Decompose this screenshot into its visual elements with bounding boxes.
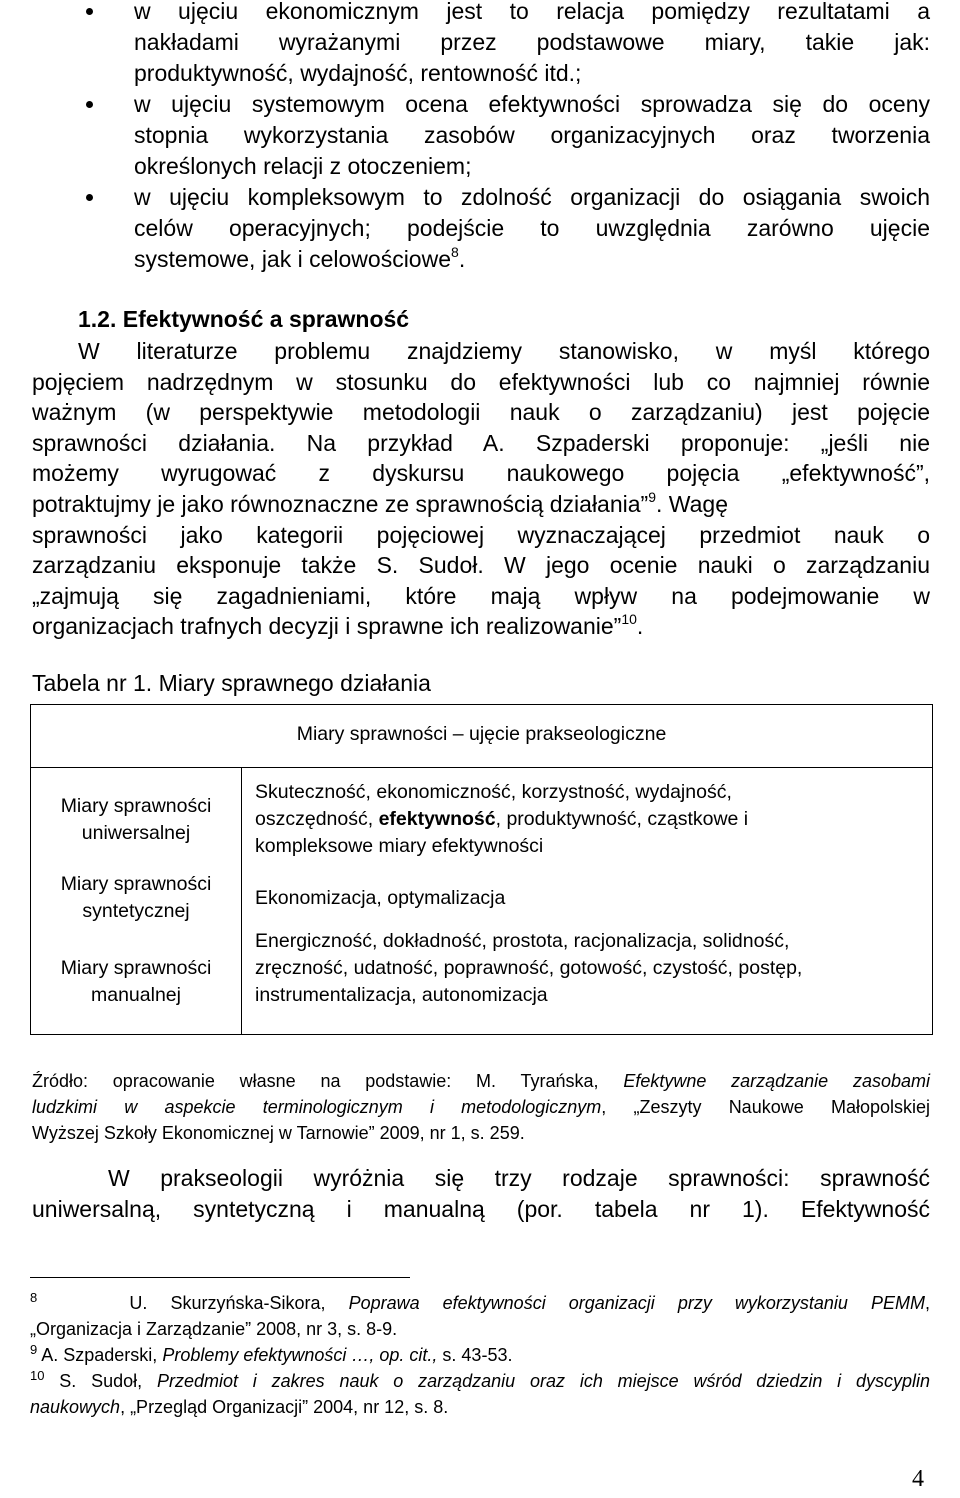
footnote xyxy=(30,1342,930,1368)
table-caption: Tabela nr 1. Miary sprawnego działania xyxy=(32,670,431,696)
bullet-line: produktywność, wydajność, rentowność itd.; xyxy=(134,60,582,86)
footnote-author: S. Sudoł, xyxy=(59,1371,157,1391)
text-line: ważnym (w perspektywie metodologii nauk o zarządzaniu) jest pojęcie xyxy=(32,399,930,426)
row-cell xyxy=(255,779,925,860)
table-divider xyxy=(241,767,242,1034)
row-label xyxy=(31,793,241,847)
paragraph xyxy=(32,1163,930,1224)
source-title: Efektywne zarządzanie zasobami xyxy=(623,1071,930,1091)
cell-line: Energiczność, dokładność, prostota, racjonalizacja, solidność, xyxy=(255,930,790,952)
row-cell xyxy=(255,885,925,912)
row-cell xyxy=(255,928,925,1009)
text-line: sprawności jako kategorii pojęciowej wyznaczającej przedmiot nauk o xyxy=(32,521,930,548)
footnote-number: 8 xyxy=(30,1290,38,1305)
source-line xyxy=(32,1094,930,1120)
footnote xyxy=(30,1368,930,1394)
footnote-separator xyxy=(30,1277,410,1278)
footnote xyxy=(30,1290,930,1316)
footnote-number: 9 xyxy=(30,1342,38,1357)
bullet-icon xyxy=(86,101,93,108)
row-label-line: Miary sprawności xyxy=(60,957,212,979)
bullet-line: określonych relacji z otoczeniem; xyxy=(134,153,472,179)
section-number: 1.2. xyxy=(78,306,117,332)
cell-run-bold: efektywność xyxy=(378,808,496,830)
bullet-line: w ujęciu systemowym ocena efektywności sprowadza się do oceny xyxy=(134,91,930,117)
footnote-title: naukowych xyxy=(30,1397,121,1417)
source-run: , „Zeszyty Naukowe Małopolskiej xyxy=(601,1097,930,1117)
measures-table xyxy=(30,704,933,1035)
footnote-ref: 8 xyxy=(451,244,459,260)
bullet-line xyxy=(134,244,930,275)
cell-run: oszczędność, xyxy=(255,808,379,830)
text-run: potraktujmy je jako równoznaczne ze sprawnością działania” xyxy=(32,490,649,517)
cell-line xyxy=(255,806,925,833)
text-line xyxy=(32,611,930,642)
source-line: Wyższej Szkoły Ekonomicznej w Tarnowie” 2009, nr 1, s. 259. xyxy=(32,1123,525,1143)
bullet-line: nakładami wyrażanymi przez podstawowe miary, takie jak: xyxy=(134,29,930,55)
cell-line: instrumentalizacja, autonomizacja xyxy=(255,984,548,1006)
source-run: Źródło: opracowanie własne na podstawie: M. Tyrańska, xyxy=(32,1071,624,1091)
table-source xyxy=(32,1068,930,1146)
text-line xyxy=(32,489,930,520)
footnote-title: Przedmiot i zakres nauk o zarządzaniu oraz ich miejsce wśród dziedzin i dyscyplin xyxy=(156,1371,930,1391)
cell-run: , produktywność, cząstkowe i xyxy=(495,808,749,830)
row-label-line: Miary sprawności xyxy=(60,873,212,895)
footnote-author: A. Szpaderski, xyxy=(41,1345,163,1365)
table-header: Miary sprawności – ujęcie prakseologiczne xyxy=(296,723,667,745)
bullet-item xyxy=(134,89,930,182)
row-label-line: Miary sprawności xyxy=(60,795,212,817)
cell-line: Skuteczność, ekonomiczność, korzystność, wydajność, xyxy=(255,781,732,803)
footnote-number: 10 xyxy=(30,1368,45,1383)
bullet-line: celów operacyjnych; podejście to uwzględnia zarówno ujęcie xyxy=(134,215,930,241)
row-label xyxy=(31,871,241,925)
footnote-title: Poprawa efektywności organizacji przy wykorzystaniu PEMM xyxy=(348,1293,925,1313)
text-line: zarządzaniu eksponuje także S. Sudoł. W jego ocenie nauki o zarządzaniu xyxy=(32,552,930,579)
text-segment xyxy=(32,489,728,520)
bullet-text: systemowe, jak i celowościowe xyxy=(134,246,452,272)
text-line: uniwersalną, syntetyczną i manualną (por. tabela nr 1). Efektywność xyxy=(32,1195,930,1222)
footnote-rest: s. 43-53. xyxy=(437,1345,513,1365)
source-line xyxy=(32,1068,930,1094)
text-line: możemy wyrugować z dyskursu naukowego pojęcia „efektywność”, xyxy=(32,460,930,487)
cell-line: zręczność, udatność, poprawność, gotowość, czystość, postęp, xyxy=(255,957,803,979)
bullet-item xyxy=(134,0,930,89)
text-line: W prakseologii wyróżnia się trzy rodzaje sprawności: sprawność xyxy=(108,1165,930,1191)
text-line: „zajmują się zagadnieniami, które mają wpływ na podejmowanie w xyxy=(32,582,930,609)
bullet-line: w ujęciu ekonomicznym jest to relacja pomiędzy rezultatami a xyxy=(134,0,930,24)
bullet-line: w ujęciu kompleksowym to zdolność organizacji do osiągania swoich xyxy=(134,184,930,210)
bullet-icon xyxy=(86,194,93,201)
paragraph xyxy=(32,336,930,642)
cell-line: kompleksowe miary efektywności xyxy=(255,835,544,857)
footnote-line xyxy=(30,1394,930,1420)
text-line: pojęciem nadrzędnym w stosunku do efektywności lub co najmniej równie xyxy=(32,368,930,395)
row-label xyxy=(31,955,241,1009)
section-heading xyxy=(78,306,409,333)
row-label-line: syntetycznej xyxy=(82,900,190,922)
bullet-item xyxy=(134,182,930,275)
text-run: organizacjach trafnych decyzji i sprawne ich realizowanie” xyxy=(32,613,622,640)
bullet-tail: . xyxy=(458,246,466,272)
row-label-line: manualnej xyxy=(91,984,181,1006)
footnote-title: Problemy efektywności …, op. cit., xyxy=(162,1345,438,1365)
section-title: Efektywność a sprawność xyxy=(122,306,410,332)
cell-line: Ekonomizacja, optymalizacja xyxy=(255,887,506,909)
bullet-icon xyxy=(86,8,93,15)
text-run: . Wagę xyxy=(656,490,729,517)
footnote-rest: , xyxy=(924,1293,930,1313)
table-divider xyxy=(31,767,932,768)
footnotes xyxy=(30,1290,930,1420)
footnote-ref: 9 xyxy=(648,488,656,505)
text-run: . xyxy=(636,613,644,640)
page-number: 4 xyxy=(912,1466,924,1492)
footnote-author: U. Skurzyńska-Sikora, xyxy=(129,1293,349,1313)
row-label-line: uniwersalnej xyxy=(81,822,191,844)
footnote-line: „Organizacja i Zarządzanie” 2008, nr 3, s. 8-9. xyxy=(30,1319,398,1339)
source-title: ludzkimi w aspekcie terminologicznym i metodologicznym xyxy=(32,1097,602,1117)
text-line: W literaturze problemu znajdziemy stanowisko, w myśl którego xyxy=(78,338,930,364)
footnote-ref: 10 xyxy=(621,611,637,628)
bullet-line: stopnia wykorzystania zasobów organizacyjnych oraz tworzenia xyxy=(134,122,930,148)
text-line: sprawności działania. Na przykład A. Szpaderski proponuje: „jeśli nie xyxy=(32,429,930,456)
footnote-rest: , „Przegląd Organizacji” 2004, nr 12, s. 8. xyxy=(120,1397,449,1417)
